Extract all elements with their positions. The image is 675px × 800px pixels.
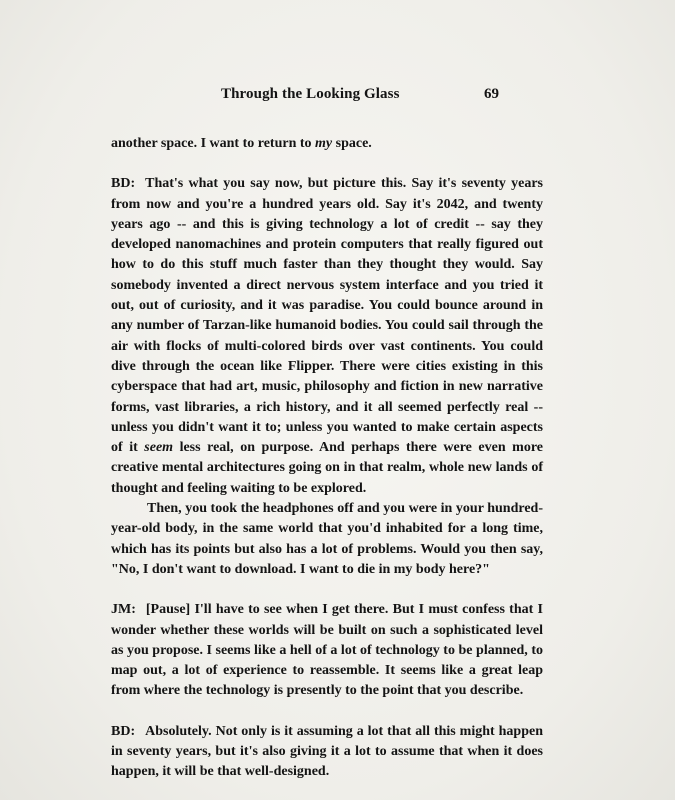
paragraph-2 bbox=[111, 174, 543, 499]
running-title: Through the Looking Glass bbox=[221, 86, 400, 102]
speaker-label-bd-2: BD: bbox=[111, 723, 136, 739]
paragraph-1-text-a: another space. I want to return to bbox=[111, 136, 316, 151]
body-text bbox=[111, 134, 543, 783]
speaker-label-bd: BD: bbox=[111, 176, 136, 192]
page-header bbox=[0, 86, 675, 106]
speaker-label-jm: JM: bbox=[111, 602, 136, 618]
paragraph-2-text-a: That's what you say now, but picture this. Say it's seventy years from now and you're a hundred years old. Say it's 2042, and twenty years ago -- and this is giving technology a lot of credit -- say they developed nanomachines and protein computers that really figured out how to do this stuff much faster than they thought they would. Say somebody invented a direct nervous system interface and you tried it out, out of curiosity, and it was paradise. You could bounce around in any number of Tarzan-like humanoid bodies. You could sail through the air with flocks of multi-colored birds over vast continents. You could dive through the ocean like Flipper. There were cities existing in this cyberspace that had art, music, philosophy and fiction in new narrative forms, vast libraries, a rich history, and it all seemed perfectly real -- unless you didn't want it to; unless you wanted to make certain aspects of it bbox=[111, 176, 543, 456]
paragraph-5 bbox=[111, 722, 543, 783]
bleed-through-show-through bbox=[290, 112, 420, 128]
paragraph-4 bbox=[111, 600, 543, 701]
paragraph-2-text-b: less real, on purpose. And perhaps there were even more creative mental architectures going on in that realm, whole new lands of thought and feeling waiting to be explored. bbox=[111, 440, 543, 496]
paragraph-1-emphasis: my bbox=[315, 136, 333, 151]
paragraph-4-text: [Pause] I'll have to see when I get there. But I must confess that I wonder whether these worlds will be built on such a sophisticated level as you propose. I seems like a hell of a lot of technology to be planned, to map out, a lot of experience to reassemble. It seems like a great leap from where the technology is presently to the point that you describe. bbox=[111, 602, 543, 699]
paragraph-2-emphasis: seem bbox=[144, 440, 174, 456]
page-number: 69 bbox=[484, 86, 499, 102]
paragraph-1 bbox=[111, 134, 543, 154]
paragraph-3-text: Then, you took the headphones off and you were in your hundred-year-old body, in the same world that you'd inhabited for a long time, which has its points but also has a lot of problems. Would you then say, "No, I don't want to download. I want to die in my body here?" bbox=[111, 501, 543, 577]
paragraph-5-text: Absolutely. Not only is it assuming a lot that all this might happen in seventy years, but it's also giving it a lot to assume that when it does happen, it will be that well-designed. bbox=[111, 723, 543, 780]
paragraph-1-text-b: space. bbox=[332, 136, 372, 151]
paragraph-3 bbox=[111, 499, 543, 580]
